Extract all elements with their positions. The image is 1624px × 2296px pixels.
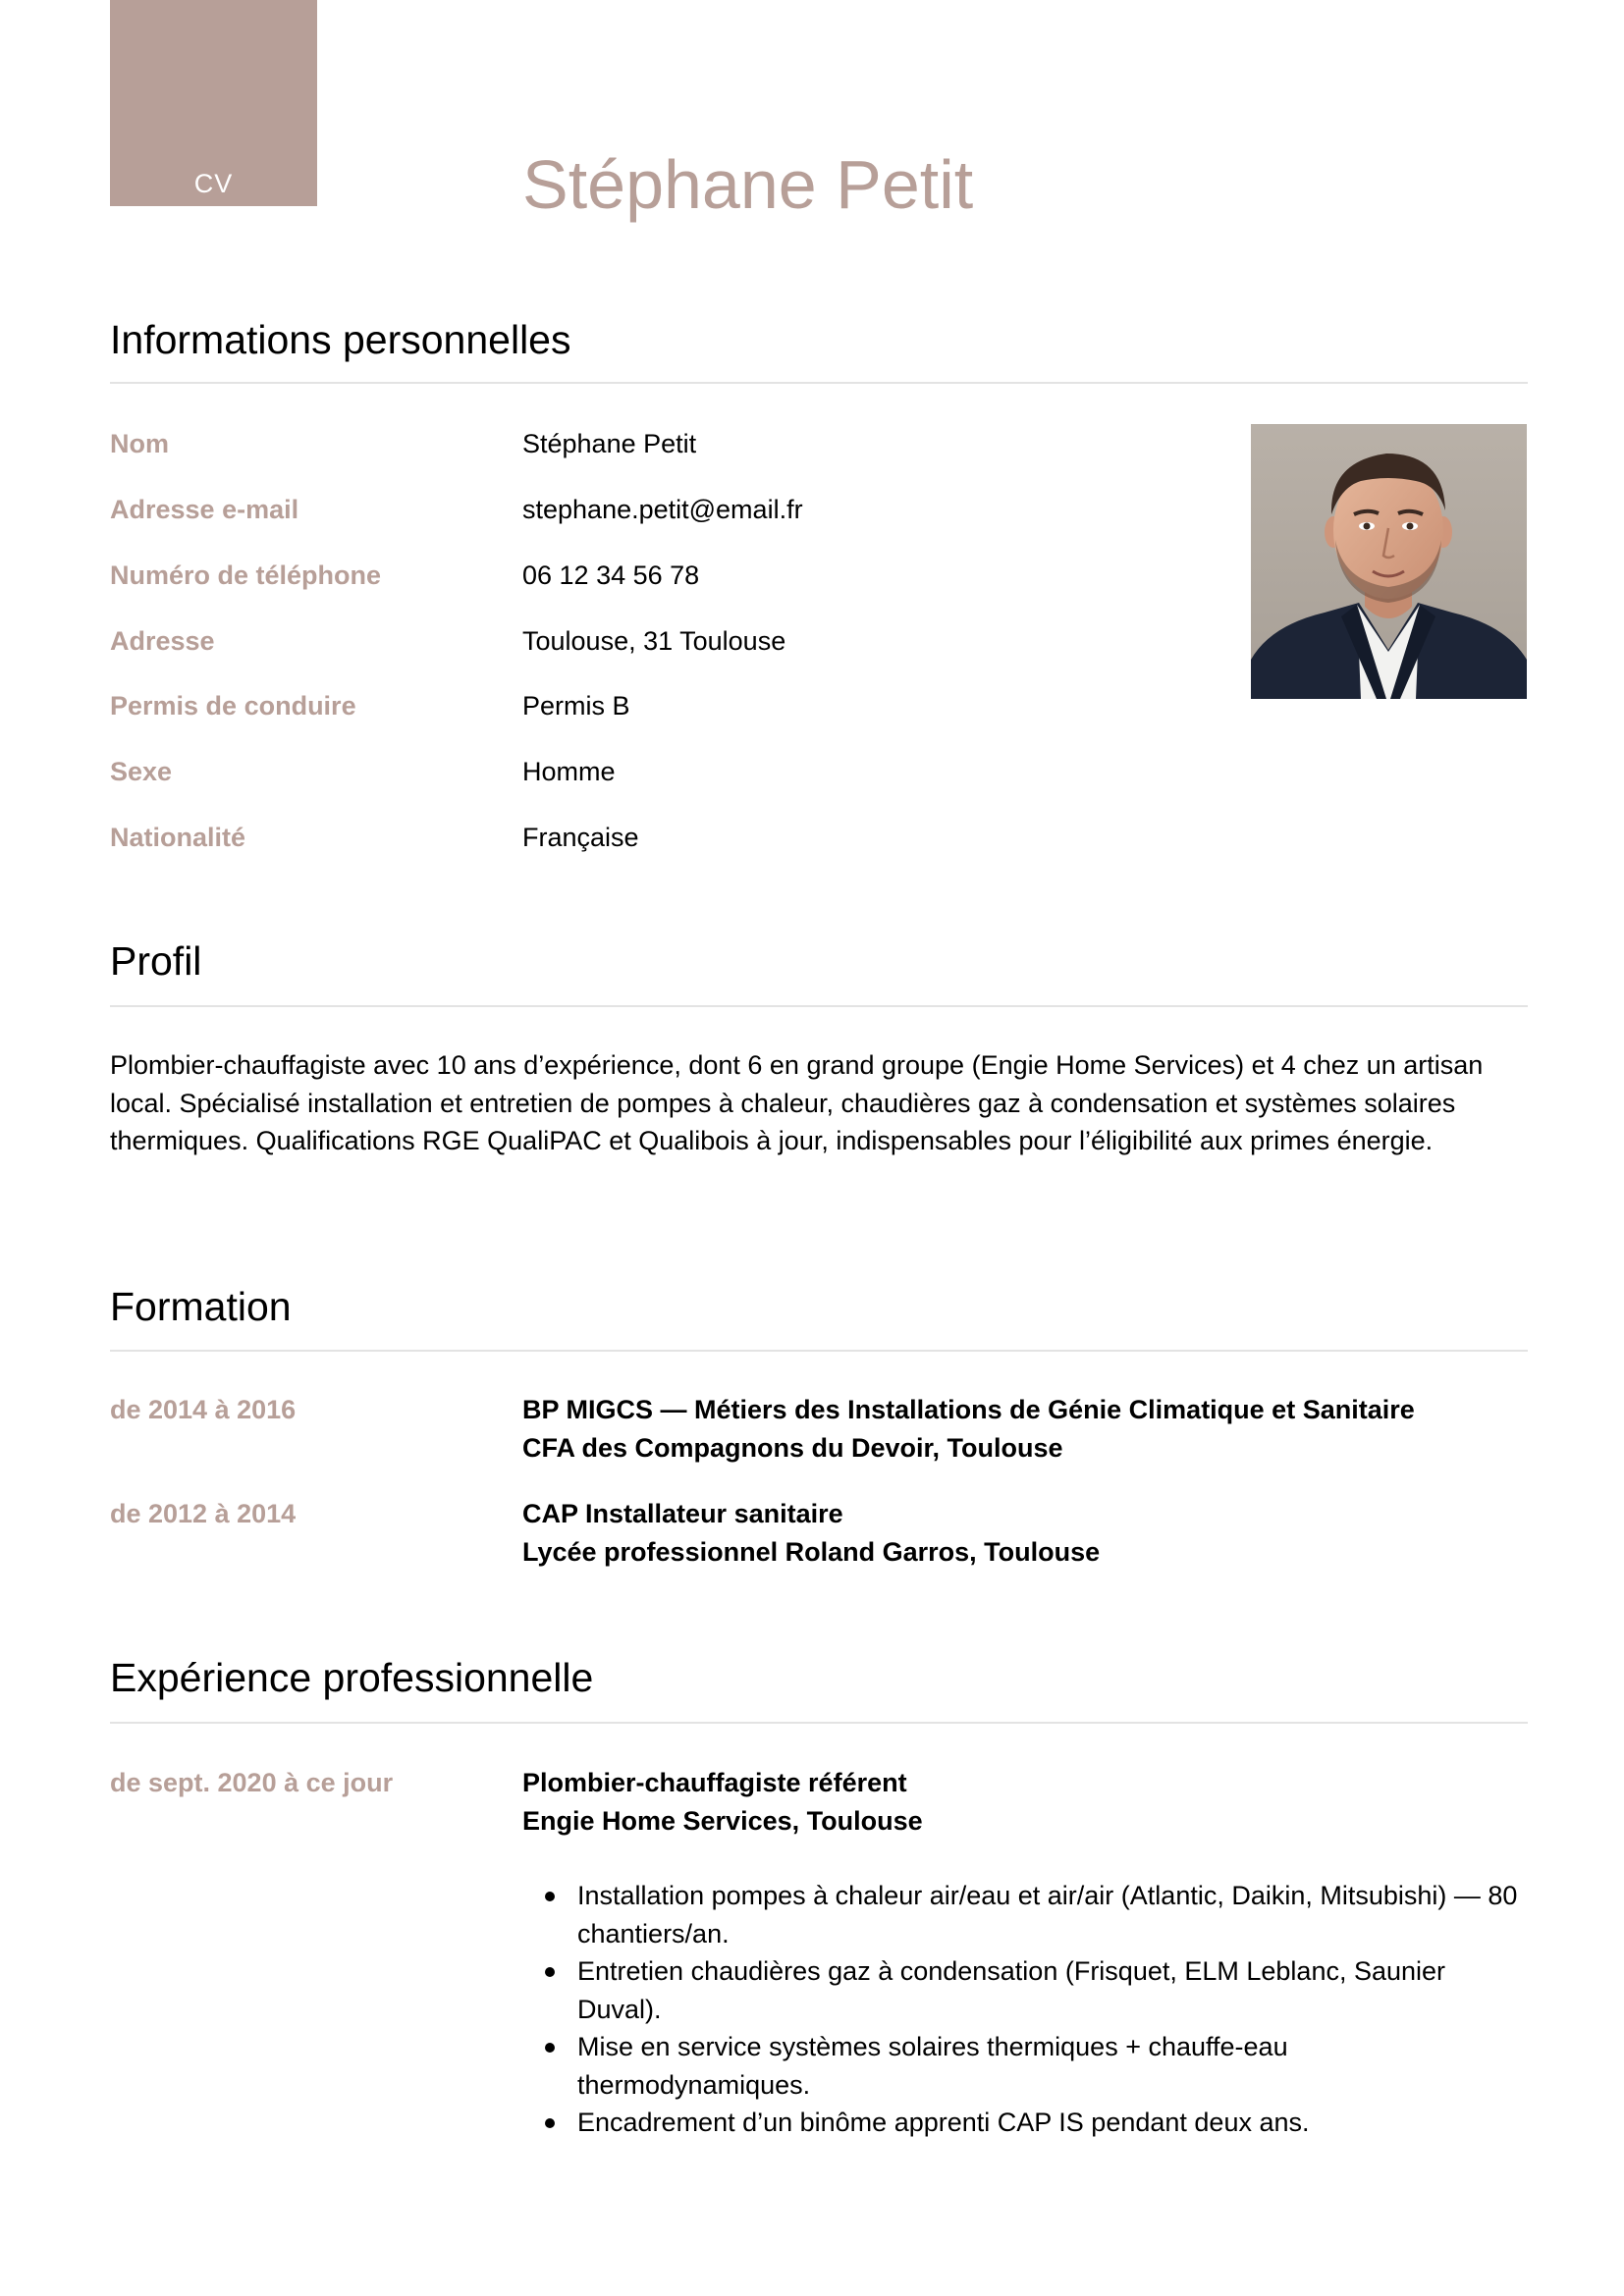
section-divider <box>110 1350 1528 1352</box>
list-item: Encadrement d’un binôme apprenti CAP IS pendant deux ans. <box>577 2104 1528 2142</box>
info-value: Française <box>522 823 639 852</box>
info-label: Permis de conduire <box>110 691 356 721</box>
degree-title: CAP Installateur sanitaire <box>522 1499 843 1528</box>
info-row-driving-license <box>110 688 1190 727</box>
info-label: Sexe <box>110 757 173 786</box>
info-label: Adresse <box>110 626 215 656</box>
entry-date: de 2012 à 2014 <box>110 1499 297 1528</box>
entry-body <box>522 1391 1528 1467</box>
candidate-name: Stéphane Petit <box>522 146 974 223</box>
section-divider <box>110 382 1528 384</box>
entry-body <box>522 1495 1528 1571</box>
section-heading-profile: Profil <box>110 938 202 984</box>
section-divider <box>110 1005 1528 1007</box>
info-row-address <box>110 623 1190 663</box>
cv-badge-label: CV <box>193 169 234 198</box>
entry-date: de 2014 à 2016 <box>110 1395 297 1424</box>
cv-badge <box>110 0 317 206</box>
info-value: Toulouse, 31 Toulouse <box>522 626 786 656</box>
job-title: Plombier-chauffagiste référent <box>522 1768 907 1797</box>
section-heading-personal-info: Informations personnelles <box>110 317 571 362</box>
company-name: Engie Home Services, Toulouse <box>522 1805 923 1836</box>
school-name: Lycée professionnel Roland Garros, Toulouse <box>522 1536 1101 1567</box>
entry-date: de sept. 2020 à ce jour <box>110 1768 394 1797</box>
section-heading-experience: Expérience professionnelle <box>110 1655 594 1700</box>
info-label: Adresse e-mail <box>110 495 299 524</box>
info-row-phone <box>110 558 1190 597</box>
profile-summary: Plombier-chauffagiste avec 10 ans d’expérience, dont 6 en grand groupe (Engie Home Services) et 4 chez un artisan local. Spécialisé installation et entretien de pompes à chaleur, chaudières gaz à condensation et systèmes solaires thermiques. Qualifications RGE QualiPAC et Qualibois à jour, indispensables pour l’éligibilité aux primes énergie. <box>110 1050 1484 1155</box>
info-row-email <box>110 492 1190 531</box>
info-row-nationality <box>110 820 1190 859</box>
section-heading-education: Formation <box>110 1284 292 1329</box>
list-item: Mise en service systèmes solaires thermiques + chauffe-eau thermodynamiques. <box>577 2028 1528 2104</box>
info-value: 06 12 34 56 78 <box>522 561 700 590</box>
info-label: Nom <box>110 429 169 458</box>
responsibilities-list <box>522 1877 1528 2142</box>
section-divider <box>110 1722 1528 1724</box>
degree-title: BP MIGCS — Métiers des Installations de Génie Climatique et Sanitaire <box>522 1395 1415 1424</box>
info-value: Homme <box>522 757 616 786</box>
info-row-name <box>110 426 1190 465</box>
info-label: Numéro de téléphone <box>110 561 382 590</box>
info-value: Stéphane Petit <box>522 429 697 458</box>
info-row-gender <box>110 754 1190 793</box>
list-item: Entretien chaudières gaz à condensation (Frisquet, ELM Leblanc, Saunier Duval). <box>577 1952 1528 2028</box>
entry-body <box>522 1764 1528 2142</box>
info-label: Nationalité <box>110 823 246 852</box>
info-value: Permis B <box>522 691 630 721</box>
profile-photo <box>1251 424 1527 699</box>
info-value: stephane.petit@email.fr <box>522 495 803 524</box>
list-item: Installation pompes à chaleur air/eau et air/air (Atlantic, Daikin, Mitsubishi) — 80 chantiers/an. <box>577 1877 1528 1952</box>
school-name: CFA des Compagnons du Devoir, Toulouse <box>522 1432 1063 1463</box>
